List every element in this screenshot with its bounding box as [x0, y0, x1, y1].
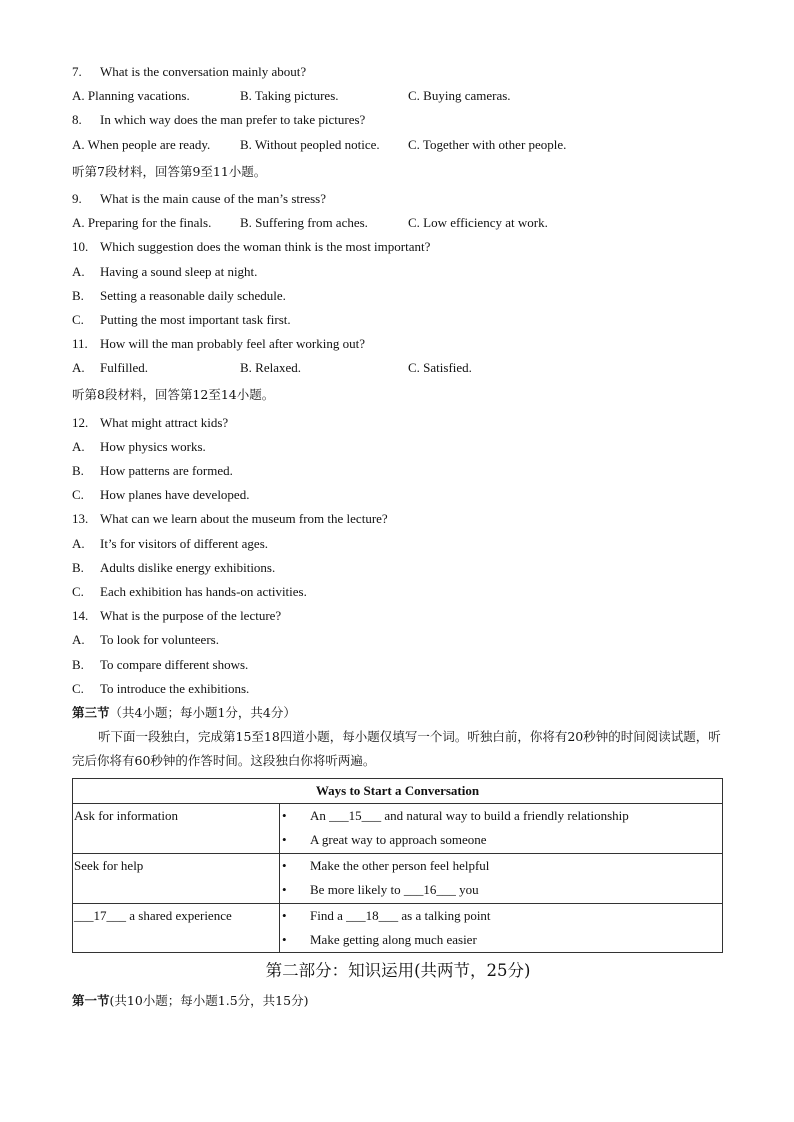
table-title: Ways to Start a Conversation [73, 779, 723, 804]
option-letter: A. [72, 263, 85, 279]
bullet-icon: • [282, 808, 287, 824]
option-b: B. Relaxed. [240, 360, 302, 376]
question-11-options [72, 356, 724, 380]
list-item [280, 928, 722, 952]
question-text: What is the purpose of the lecture? [100, 608, 282, 624]
option-text: Setting a reasonable daily schedule. [100, 287, 286, 303]
option-b: B. Without peopled notice. [240, 136, 380, 152]
option-text: To look for volunteers. [100, 632, 219, 648]
conversation-table [72, 778, 723, 953]
row-label-text: Ask for information [74, 808, 178, 824]
table-row [73, 903, 723, 953]
question-text: What might attract kids? [100, 414, 229, 430]
question-text: Which suggestion does the woman think is the most important? [100, 239, 431, 255]
question-number: 12. [72, 414, 89, 430]
table-header-row [73, 779, 723, 804]
question-number: 8. [72, 112, 82, 128]
question-number: 11. [72, 336, 88, 352]
option-letter: C. [72, 583, 84, 599]
row-items [280, 903, 723, 953]
item-text: A great way to approach someone [310, 832, 487, 848]
question-13 [72, 507, 724, 531]
table-row [73, 804, 723, 854]
option-letter: C. [72, 680, 84, 696]
option-letter: A. [72, 438, 85, 454]
question-number: 9. [72, 190, 82, 206]
row-label-text: ___17___ a shared experience [74, 907, 232, 923]
option-b [72, 459, 724, 483]
question-9 [72, 187, 724, 211]
option-b [72, 653, 724, 677]
question-text: How will the man probably feel after working out? [100, 336, 365, 352]
section-label: 第三节 [72, 704, 110, 720]
question-12 [72, 411, 724, 435]
option-text: Having a sound sleep at night. [100, 263, 258, 279]
option-letter: A. [72, 632, 85, 648]
option-text: Adults dislike energy exhibitions. [100, 559, 276, 575]
option-a: Fulfilled. [100, 360, 149, 376]
option-b [72, 284, 724, 308]
list-item [280, 904, 722, 928]
option-c: C. Together with other people. [408, 136, 567, 152]
question-7 [72, 60, 724, 84]
option-a [72, 532, 724, 556]
item-text: Make getting along much easier [310, 932, 477, 948]
question-text: In which way does the man prefer to take pictures? [100, 112, 366, 128]
option-text: To introduce the exhibitions. [100, 680, 250, 696]
option-a [72, 260, 724, 284]
list-item [280, 804, 722, 828]
instruction-passage-7: 听第7段材料，回答第9至11小题。 [72, 163, 267, 179]
question-8-options [72, 133, 724, 157]
question-9-options [72, 211, 724, 235]
option-letter: B. [72, 656, 84, 672]
list-item [280, 854, 722, 878]
question-text: What can we learn about the museum from the lecture? [100, 511, 388, 527]
question-number: 7. [72, 64, 82, 79]
row-label [73, 903, 280, 953]
option-a: A. Planning vacations. [72, 88, 190, 104]
option-letter: A. [72, 535, 85, 551]
question-number: 14. [72, 608, 89, 624]
question-8 [72, 108, 724, 132]
instruction-passage-8: 听第8段材料，回答第12至14小题。 [72, 387, 275, 403]
option-c [72, 677, 724, 701]
bullet-icon: • [282, 882, 287, 898]
option-c [72, 580, 724, 604]
option-b: B. Suffering from aches. [240, 215, 368, 231]
option-c: C. Buying cameras. [408, 88, 511, 104]
row-items [280, 804, 723, 854]
option-text: How physics works. [100, 438, 206, 454]
option-text: How planes have developed. [100, 487, 250, 503]
option-letter: A. [72, 360, 85, 376]
section-label: 第一节 [72, 993, 110, 1009]
option-c: C. Low efficiency at work. [408, 215, 548, 231]
bullet-icon: • [282, 907, 287, 923]
question-7-options [72, 84, 724, 108]
bullet-icon: • [282, 832, 287, 848]
option-text: It’s for visitors of different ages. [100, 535, 268, 551]
list-item [280, 878, 722, 902]
option-letter: B. [72, 287, 84, 303]
option-a [72, 435, 724, 459]
question-number: 10. [72, 239, 89, 255]
item-text: Be more likely to ___16___ you [310, 882, 479, 898]
option-c [72, 483, 724, 507]
part-2-title: 第二部分：知识运用(共两节，25分) [265, 961, 531, 981]
option-letter: C. [72, 487, 84, 503]
question-11 [72, 332, 724, 356]
table-row [73, 853, 723, 903]
option-letter: C. [72, 311, 84, 327]
question-14 [72, 604, 724, 628]
question-number: 13. [72, 511, 89, 527]
row-label-text: Seek for help [74, 857, 144, 873]
row-items [280, 853, 723, 903]
option-letter: B. [72, 559, 84, 575]
section-3-title [72, 701, 724, 725]
item-text: Make the other person feel helpful [310, 857, 490, 873]
section-3-instructions: 听下面一段独白，完成第15至18四道小题，每小题仅填写一个词。听独白前，你将有20秒钟的时间阅读试题，听完后你将有60秒钟的作答时间。这段独白你将听两遍。 [72, 729, 721, 769]
item-text: Find a ___18___ as a talking point [310, 907, 491, 923]
exam-page [72, 60, 724, 1013]
bullet-icon: • [282, 932, 287, 948]
row-label [73, 853, 280, 903]
item-text: An ___15___ and natural way to build a friendly relationship [310, 808, 629, 824]
option-c [72, 308, 724, 332]
question-10 [72, 235, 724, 259]
option-text: Putting the most important task first. [100, 311, 291, 327]
option-text: How patterns are formed. [100, 463, 233, 478]
option-b: B. Taking pictures. [240, 88, 339, 104]
question-text: What is the main cause of the man’s stress? [100, 190, 326, 206]
part-2-section-1-title [72, 989, 724, 1013]
row-label [73, 804, 280, 854]
list-item [280, 828, 722, 852]
section-scoring: （共4小题；每小题1分，共4分） [109, 704, 296, 720]
option-text: To compare different shows. [100, 656, 249, 672]
option-a [72, 628, 724, 652]
question-text: What is the conversation mainly about? [100, 64, 307, 79]
section-scoring: (共10小题；每小题1.5分，共15分) [109, 993, 309, 1009]
bullet-icon: • [282, 857, 287, 873]
option-letter: B. [72, 463, 84, 478]
option-b [72, 556, 724, 580]
option-a: A. Preparing for the finals. [72, 215, 212, 231]
option-text: Each exhibition has hands-on activities. [100, 583, 307, 599]
option-c: C. Satisfied. [408, 360, 472, 376]
option-a: A. When people are ready. [72, 136, 211, 152]
